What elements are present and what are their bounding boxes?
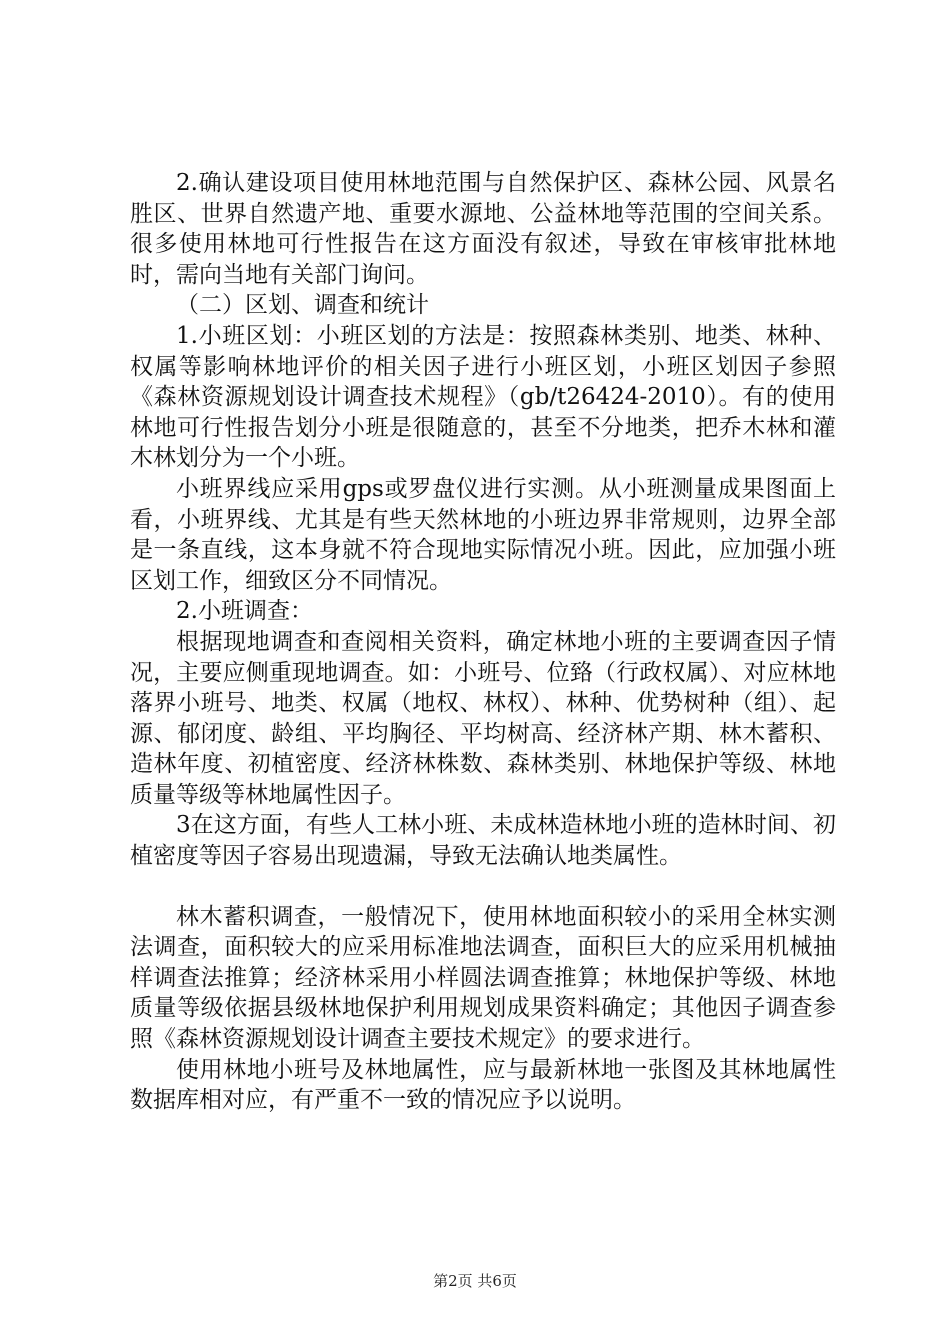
paragraph-omissions: 3在这方面，有些人工林小班、未成林造林地小班的造林时间、初植密度等因子容易出现遗漏，导致无法确认地类属性。 [130, 812, 836, 870]
paragraph-survey-factors: 根据现地调查和查阅相关资料，确定林地小班的主要调查因子情况，主要应侧重现地调查。如：小班号、位臵（行政权属）、对应林地落界小班号、地类、权属（地权、林权）、林种、优势树种（组）、起源、郁闭度、龄组、平均胸径、平均树高、经济林产期、林木蓄积、造林年度、初植密度、经济林株数、森林类别、林地保护等级、林地质量等级等林地属性因子。 [130, 628, 836, 808]
paragraph-site-relationship: 2.确认建设项目使用林地范围与自然保护区、森林公园、风景名胜区、世界自然遗产地、重要水源地、公益林地等范围的空间关系。很多使用林地可行性报告在这方面没有叙述，导致在审核审批林地时，需向当地有关部门询问。 [130, 170, 836, 288]
paragraph-boundary-survey: 小班界线应采用gps或罗盘仪进行实测。从小班测量成果图面上看，小班界线、尤其是有些天然林地的小班边界非常规则，边界全部是一条直线，这本身就不符合现地实际情况小班。因此，应加强小班区划工作，细致区分不同情况。 [130, 475, 836, 594]
page-footer: 第2页 共6页 [433, 1272, 517, 1290]
paragraph-database-consistency: 使用林地小班号及林地属性，应与最新林地一张图及其林地属性数据库相对应，有严重不一致的情况应予以说明。 [130, 1056, 836, 1114]
document-body [130, 168, 836, 1116]
paragraph-subcompartment-division: 1.小班区划：小班区划的方法是：按照森林类别、地类、林种、权属等影响林地评价的相关因子进行小班区划，小班区划因子参照《森林资源规划设计调查技术规程》（gb/t26424-2010）。有的使用林地可行性报告划分小班是很随意的，甚至不分地类，把乔木林和灌木林划分为一个小班。 [130, 322, 836, 472]
paragraph-volume-survey: 林木蓄积调查，一般情况下，使用林地面积较小的采用全林实测法调查，面积较大的应采用标准地法调查，面积巨大的应采用机械抽样调查法推算；经济林采用小样圆法调查推算；林地保护等级、林地质量等级依据县级林地保护利用规划成果资料确定；其他因子调查参照《森林资源规划设计调查主要技术规定》的要求进行。 [130, 903, 836, 1053]
section-heading-division-survey: （二）区划、调查和统计 [176, 292, 429, 319]
subheading-subcompartment-survey: 2.小班调查： [176, 598, 313, 625]
paragraph-gap [130, 872, 836, 902]
